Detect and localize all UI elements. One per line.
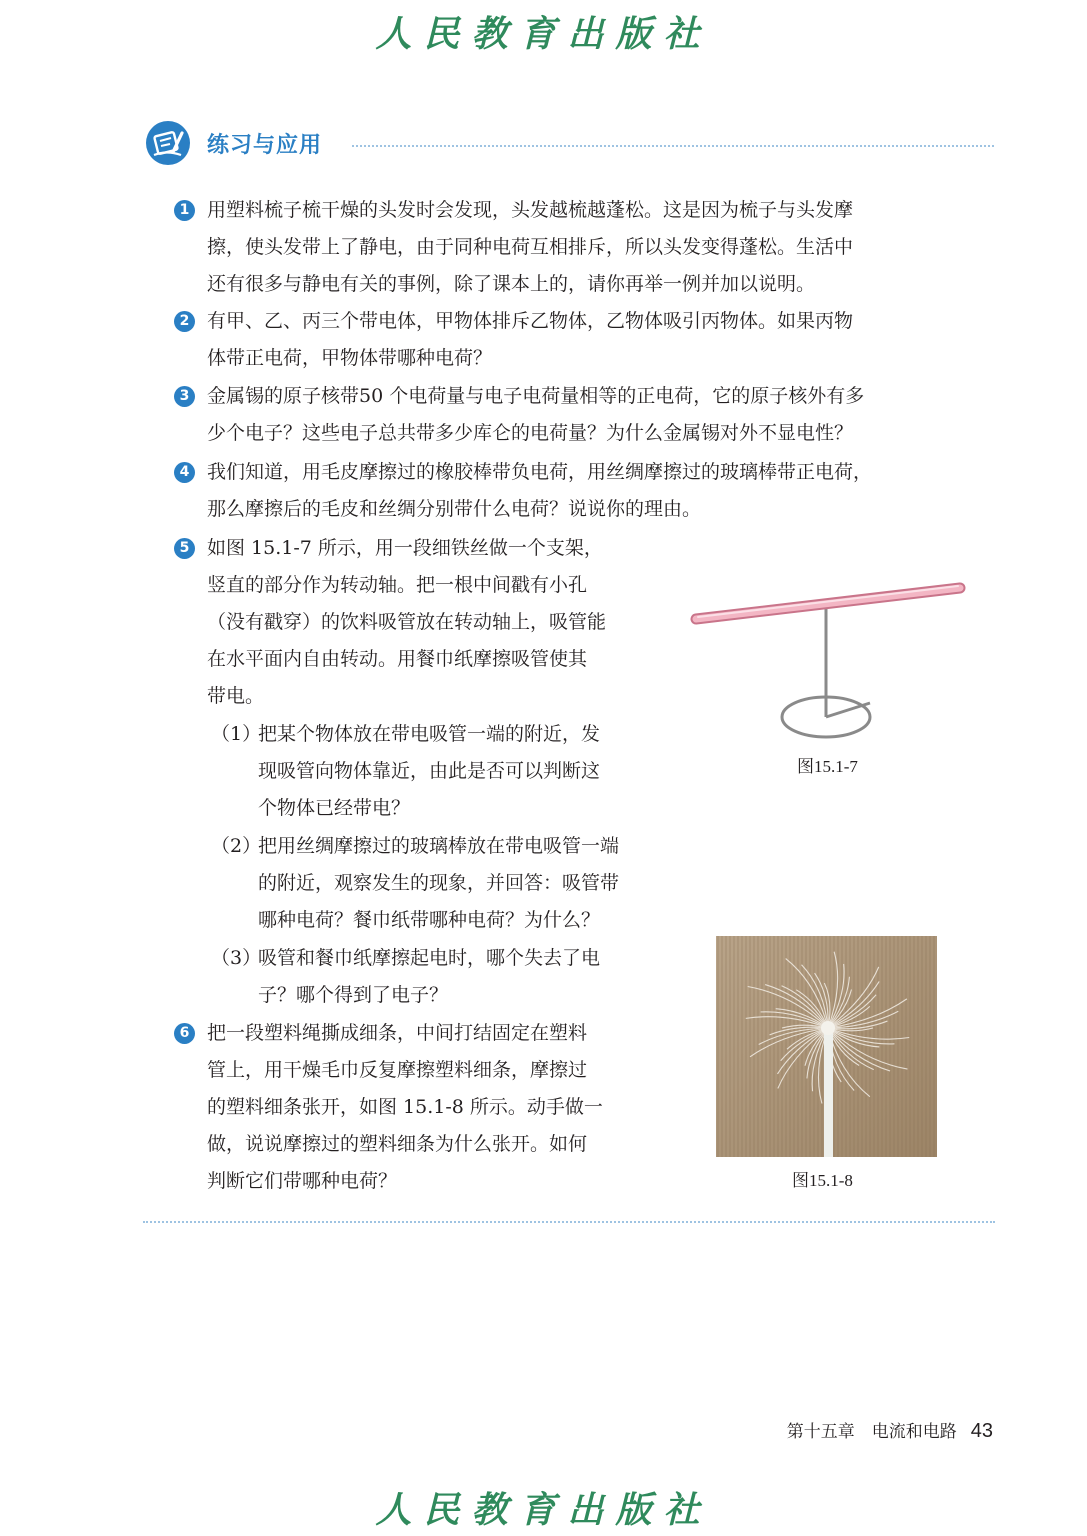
question-text-line: 擦，使头发带上了静电，由于同种电荷互相排斥，所以头发变得蓬松。生活中 xyxy=(207,236,854,258)
question-6 xyxy=(179,1015,603,1200)
sub-question-text-line: 吸管和餐巾纸摩擦起电时，哪个失去了电 xyxy=(258,947,601,969)
sub-question-text-line: 现吸管向物体靠近，由此是否可以判断这 xyxy=(258,760,601,782)
question-number: 4 xyxy=(174,462,195,483)
sub-question-text-line: 哪种电荷？餐巾纸带哪种电荷？为什么？ xyxy=(258,909,601,931)
question-5 xyxy=(179,530,607,715)
straw-on-wire-stand-figure xyxy=(688,575,968,745)
sub-question-1 xyxy=(211,716,601,827)
sub-question-text-line: 个物体已经带电？ xyxy=(258,797,411,819)
question-number: 6 xyxy=(174,1023,195,1044)
question-1 xyxy=(179,192,854,303)
publisher-footer-logo: 人民教育出版社 xyxy=(375,1489,712,1531)
sub-question-2 xyxy=(211,828,620,939)
question-2 xyxy=(179,303,854,377)
question-text-line: 体带正电荷，甲物体带哪种电荷？ xyxy=(207,347,493,369)
question-text-line: 竖直的部分作为转动轴。把一根中间戳有小孔 xyxy=(207,574,588,596)
sub-question-3 xyxy=(211,940,601,1014)
sub-question-text-line: 把用丝绸摩擦过的玻璃棒放在带电吸管一端 xyxy=(258,835,620,857)
sub-question-marker: （2） xyxy=(211,835,262,857)
question-text-line: 的塑料细条张开，如图 15.1-8 所示。动手做一 xyxy=(207,1096,603,1118)
question-text-line: 在水平面内自由转动。用餐巾纸摩擦吸管使其 xyxy=(207,648,588,670)
page-footer xyxy=(787,1417,993,1443)
charged-plastic-strips-photo xyxy=(716,936,937,1157)
question-text-line: 带电。 xyxy=(207,685,265,707)
figure-caption: 图15.1-7 xyxy=(797,757,858,776)
question-text-line: 做，说说摩擦过的塑料细条为什么张开。如何 xyxy=(207,1133,588,1155)
sub-question-marker: （3） xyxy=(211,947,262,969)
question-text-line: 用塑料梳子梳干燥的头发时会发现，头发越梳越蓬松。这是因为梳子与头发摩 xyxy=(207,199,854,221)
practice-book-pencil-icon xyxy=(145,120,191,166)
question-number: 3 xyxy=(174,386,195,407)
question-text-line: 管上，用干燥毛巾反复摩擦塑料细条，摩擦过 xyxy=(207,1059,588,1081)
page-number: 43 xyxy=(970,1420,993,1442)
question-text-line: 我们知道，用毛皮摩擦过的橡胶棒带负电荷，用丝绸摩擦过的玻璃棒带正电荷， xyxy=(207,461,873,483)
section-divider-top xyxy=(352,145,994,147)
question-text-line: 如图 15.1-7 所示，用一段细铁丝做一个支架， xyxy=(207,537,603,559)
question-text-line: 把一段塑料绳撕成细条，中间打结固定在塑料 xyxy=(207,1022,588,1044)
sub-question-text-line: 把某个物体放在带电吸管一端的附近，发 xyxy=(258,723,601,745)
question-text-line: 判断它们带哪种电荷？ xyxy=(207,1170,398,1192)
section-divider-bottom xyxy=(143,1221,995,1223)
question-number: 5 xyxy=(174,538,195,559)
question-text-line: （没有戳穿）的饮料吸管放在转动轴上，吸管能 xyxy=(207,611,607,633)
sub-question-text-line: 子？哪个得到了电子？ xyxy=(258,984,449,1006)
question-text-line: 少个电子？这些电子总共带多少库仑的电荷量？为什么金属锡对外不显电性？ xyxy=(207,422,854,444)
question-4 xyxy=(179,454,873,528)
chapter-title: 第十五章 电流和电路 xyxy=(786,1422,957,1442)
question-number: 2 xyxy=(174,311,195,332)
publisher-header-logo: 人民教育出版社 xyxy=(375,13,712,55)
question-number: 1 xyxy=(174,200,195,221)
question-text-line: 有甲、乙、丙三个带电体，甲物体排斥乙物体，乙物体吸引丙物体。如果丙物 xyxy=(207,310,854,332)
sub-question-text-line: 的附近，观察发生的现象，并回答：吸管带 xyxy=(258,872,620,894)
question-text-line: 那么摩擦后的毛皮和丝绸分别带什么电荷？说说你的理由。 xyxy=(207,498,702,520)
section-title: 练习与应用 xyxy=(207,133,323,158)
sub-question-marker: （1） xyxy=(211,723,262,745)
question-3 xyxy=(179,378,865,452)
figure-caption: 图15.1-8 xyxy=(792,1171,853,1190)
question-text-line: 还有很多与静电有关的事例，除了课本上的，请你再举一例并加以说明。 xyxy=(207,273,816,295)
question-text-line: 金属锡的原子核带50 个电荷量与电子电荷量相等的正电荷，它的原子核外有多 xyxy=(207,385,865,407)
